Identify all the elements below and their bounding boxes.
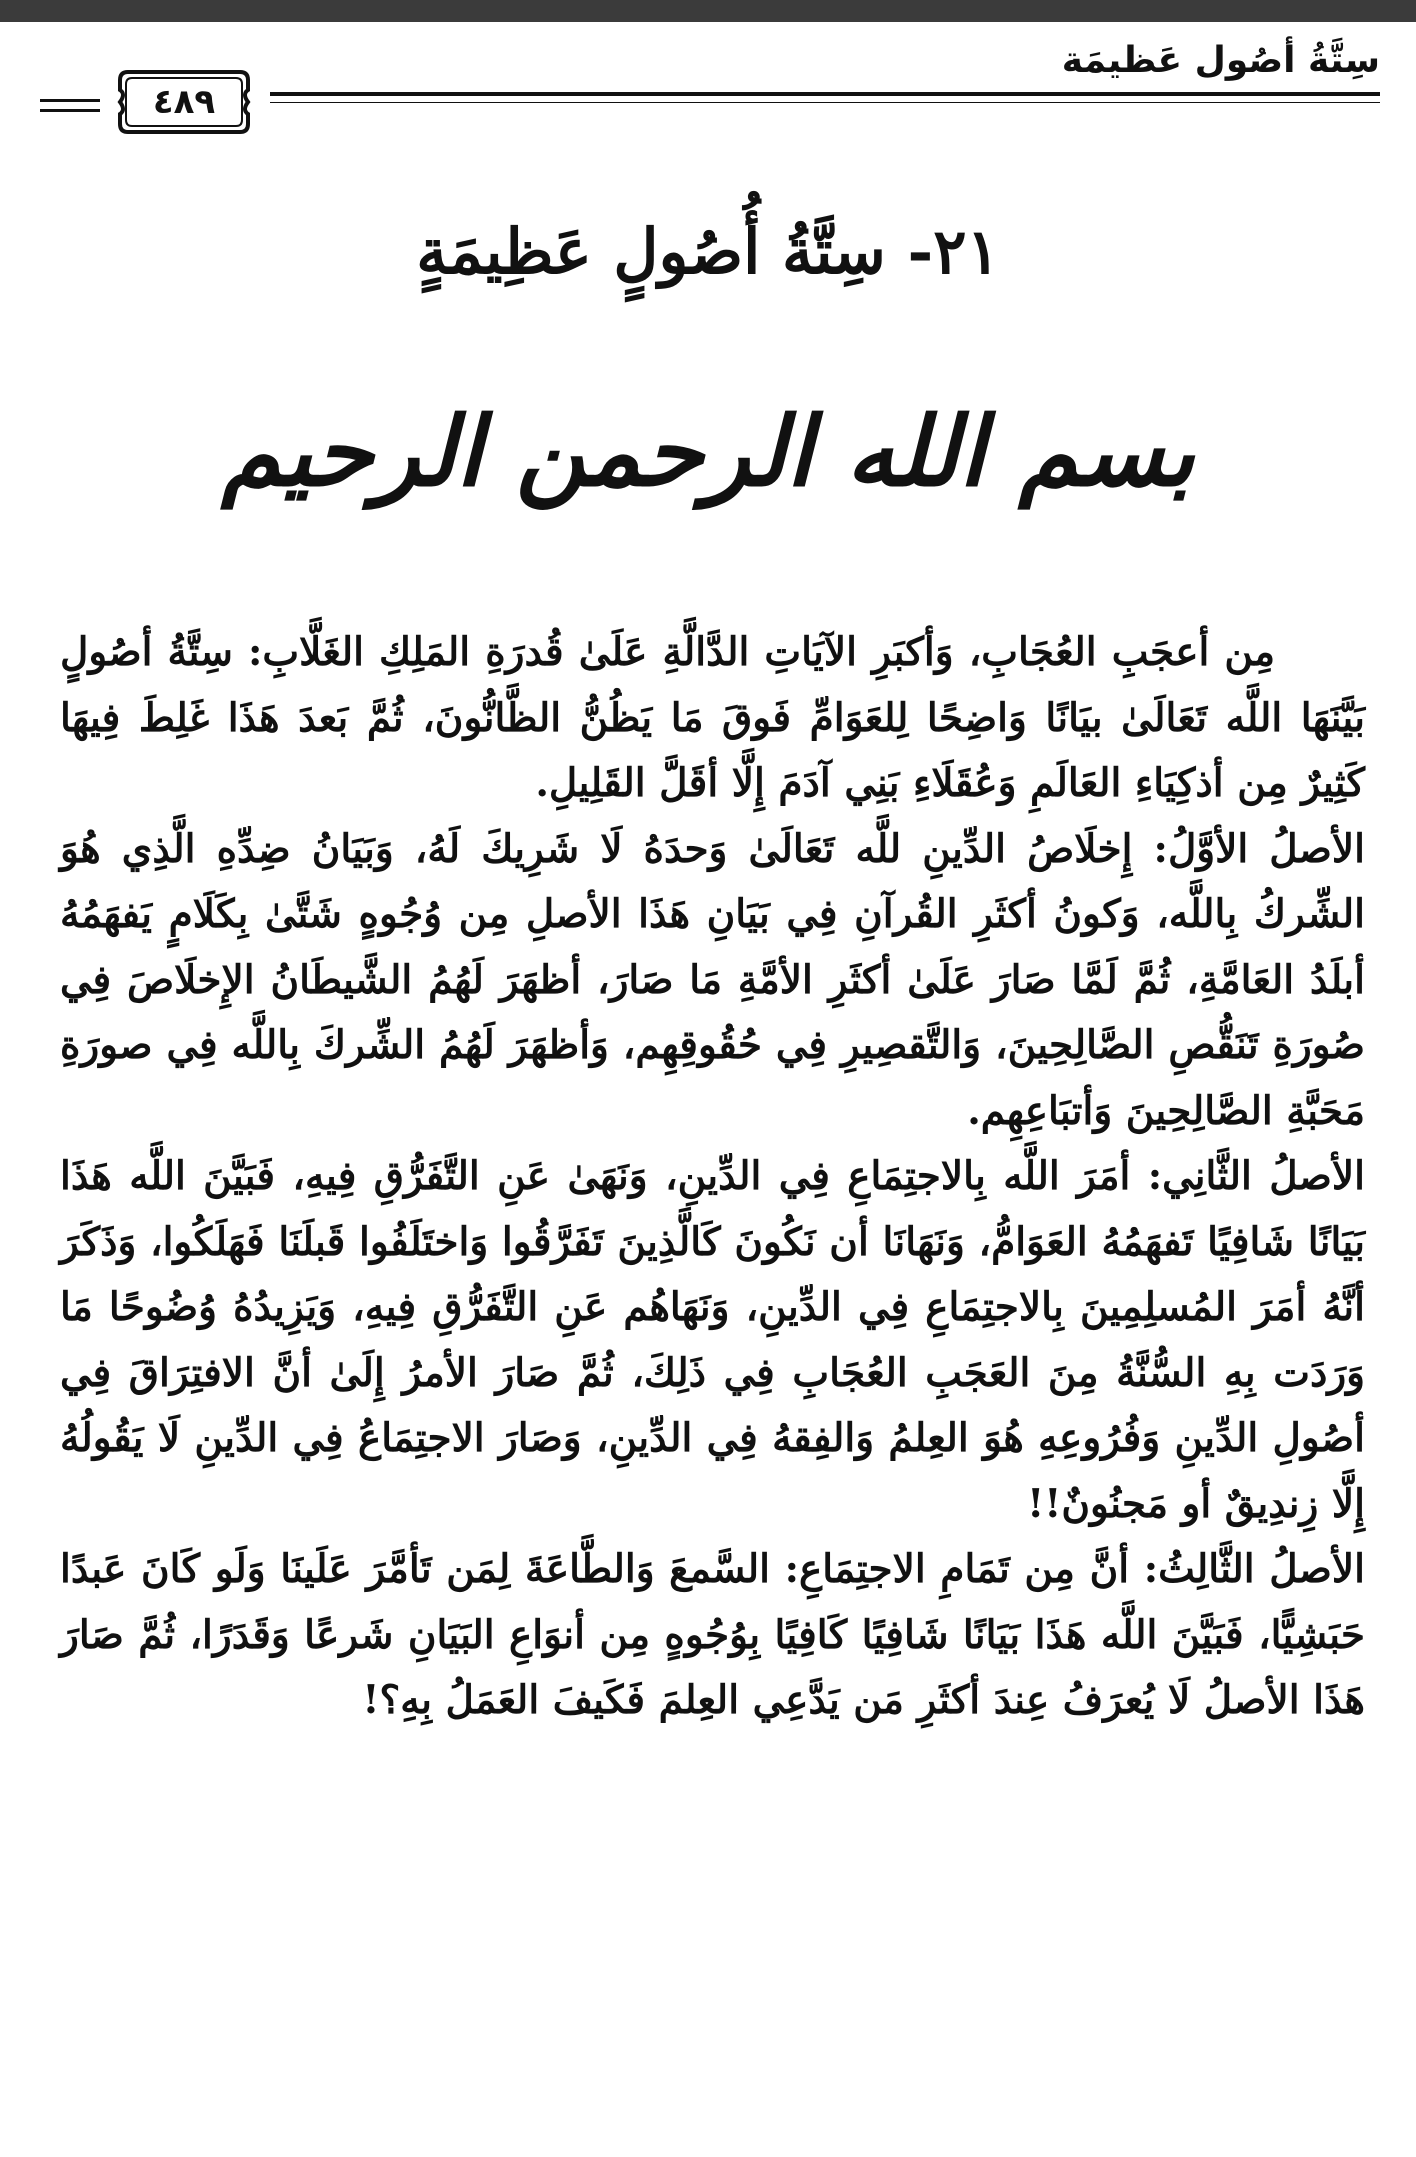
second-principle-label: الأصلُ الثَّانِي: [1147, 1153, 1365, 1199]
third-principle-text: أنَّ مِن تَمَامِ الاجتِمَاعِ: السَّمعَ وَالطَّاعَةَ لِمَن تَأمَّرَ عَلَينَا وَلَو كَانَ عَبدًا حَبَشِيًّا، فَبَيَّنَ اللَّه هَذَا بَيَانًا شَافِيًا كَافِيًا بِوُجُوهٍ مِن أنوَاعِ البَيَانِ شَرعًا وَقَدَرًا، ثُمَّ صَارَ هَذَا الأصلُ لَا يُعرَفُ عِندَ أكثَرِ مَن يَدَّعِي العِلمَ فَكَيفَ العَمَلُ بِهِ؟! [60, 1546, 1365, 1723]
second-principle-text: أمَرَ اللَّه بِالاجتِمَاعِ فِي الدِّينِ، وَنَهَىٰ عَنِ التَّفَرُّقِ فِيهِ، فَبَيَّنَ اللَّه هَذَا بَيَانًا شَافِيًا تَفهَمُهُ العَوَامُّ، وَنَهَانَا أن نَكُونَ كَالَّذِينَ تَفَرَّقُوا وَاختَلَفُوا قَبلَنَا فَهَلَكُوا، وَذَكَرَ أنَّهُ أمَرَ المُسلِمِينَ بِالاجتِمَاعِ فِي الدِّينِ، وَنَهَاهُم عَنِ التَّفَرُّقِ فِيهِ، وَيَزِيدُهُ وُضُوحًا مَا وَرَدَت بِهِ السُّنَّةُ مِنَ العَجَبِ العُجَابِ فِي ذَلِكَ، ثُمَّ صَارَ الأمرُ إِلَىٰ أنَّ الافتِرَاقَ فِي أصُولِ الدِّينِ وَفُرُوعِهِ هُوَ العِلمُ وَالفِقهُ فِي الدِّينِ، وَصَارَ الاجتِمَاعُ فِي الدِّينِ لَا يَقُولُهُ إِلَّا زِندِيقٌ أو مَجنُونٌ!! [60, 1153, 1365, 1527]
first-principle-label: الأصلُ الأوَّلُ: [1153, 825, 1366, 872]
first-principle-paragraph [60, 817, 1365, 1145]
basmala-calligraphy: بسم الله الرحمن الرحيم [221, 395, 1195, 508]
body-text [60, 620, 1365, 1734]
header-rule [270, 92, 1380, 96]
page-number-frame [114, 64, 254, 140]
first-principle-text: إِخلَاصُ الدِّينِ للَّه تَعَالَىٰ وَحدَهُ لَا شَرِيكَ لَهُ، وَبَيَانُ ضِدِّهِ الَّذِي هُوَ الشِّركُ بِاللَّه، وَكونُ أكثَرِ القُرآنِ فِي بَيَانِ هَذَا الأصلِ مِن وُجُوهٍ شَتَّىٰ بِكَلَامٍ يَفهَمُهُ أبلَدُ العَامَّةِ، ثُمَّ لَمَّا صَارَ عَلَىٰ أكثَرِ الأمَّةِ مَا صَارَ، أظهَرَ لَهُمُ الشَّيطَانُ الإِخلَاصَ فِي صُورَةِ تَنَقُّصِ الصَّالِحِينَ، وَالتَّقصِيرِ فِي حُقُوقِهِم، وَأظهَرَ لَهُمُ الشِّركَ بِاللَّه فِي صورَةِ مَحَبَّةِ الصَّالِحِينَ وَأتبَاعِهِم. [60, 825, 1365, 1134]
header-rule-thin [270, 102, 1380, 103]
page-number: ٤٨٩ [152, 82, 216, 122]
header-rule-left [40, 99, 100, 102]
intro-paragraph: مِن أعجَبِ العُجَابِ، وَأكبَرِ الآيَاتِ الدَّالَّةِ عَلَىٰ قُدرَةِ المَلِكِ الغَلَّابِ: سِتَّةُ أصُولٍ بَيَّنَهَا اللَّه تَعَالَىٰ بيَانًا وَاضِحًا لِلعَوَامِّ فَوقَ مَا يَظُنُّ الظَّانُّونَ، ثُمَّ بَعدَ هَذَا غَلِطَ فِيهَا كَثِيرٌ مِن أذكِيَاءِ العَالَمِ وَعُقَلَاءِ بَنِي آدَمَ إِلَّا أقَلَّ القَلِيلِ. [60, 629, 1365, 806]
chapter-heading: ٢١- سِتَّةُ أُصُولٍ عَظِيمَةٍ [416, 215, 1000, 288]
header-rule-left-2 [40, 109, 100, 112]
third-principle-paragraph [60, 1537, 1365, 1734]
third-principle-label: الأصلُ الثَّالِثُ: [1143, 1546, 1365, 1592]
top-dark-bar [0, 0, 1416, 22]
second-principle-paragraph [60, 1144, 1365, 1537]
book-title: سِتَّةُ أصُول عَظيمَة [1061, 40, 1380, 81]
running-header [40, 22, 1380, 172]
